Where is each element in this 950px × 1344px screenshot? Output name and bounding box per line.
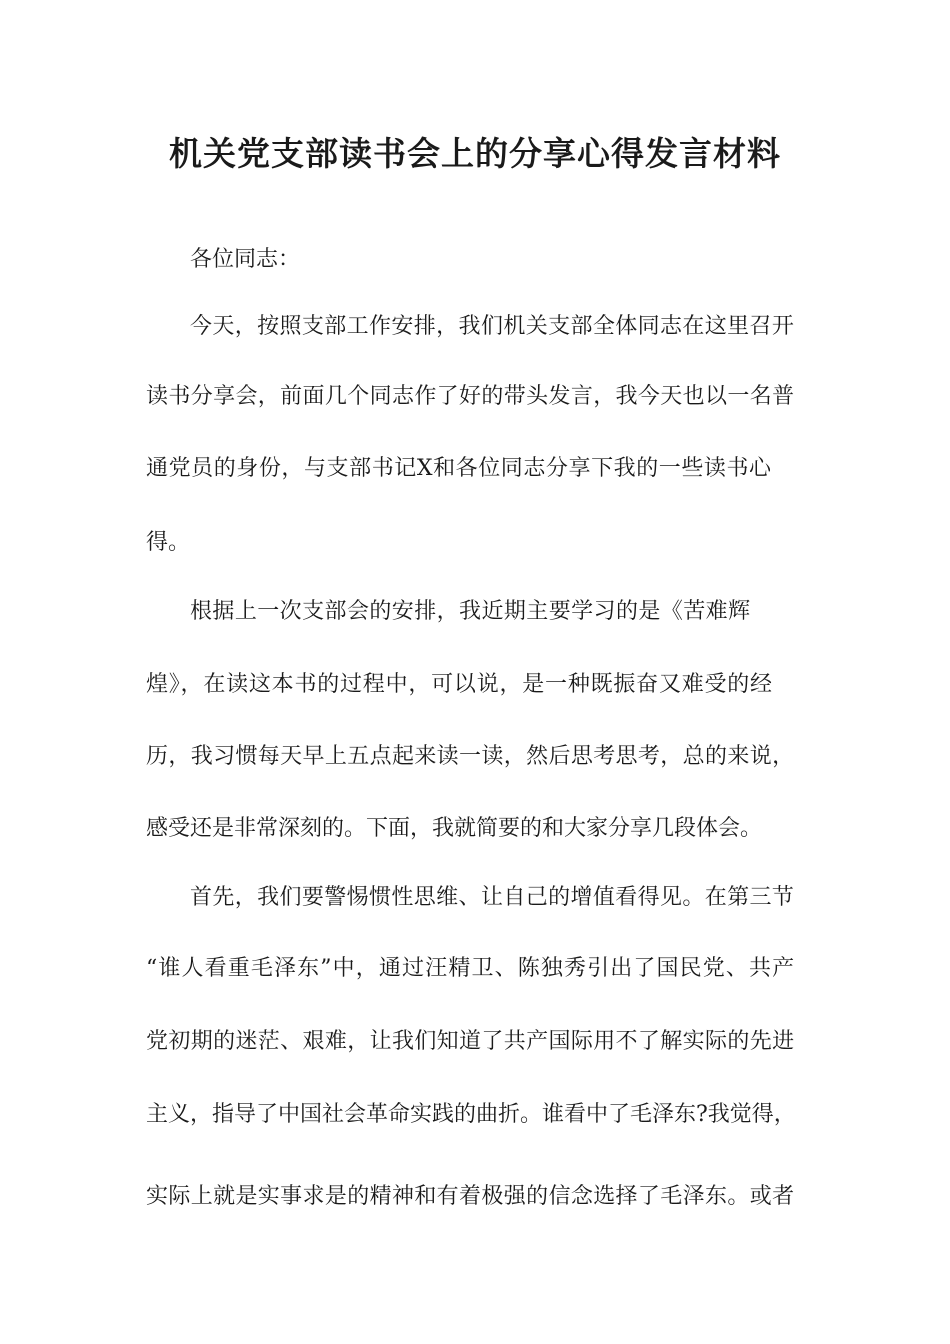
body-line: 得。 [146,530,191,555]
body-line: 实际上就是实事求是的精神和有着极强的信念选择了毛泽东。或者 [146,1184,795,1209]
document-title: 机关党支部读书会上的分享心得发言材料 [169,134,781,173]
body-line: 通党员的身份，与支部书记X和各位同志分享下我的一些读书心 [146,456,772,481]
body-line: 党初期的迷茫、艰难，让我们知道了共产国际用不了解实际的先进 [146,1029,795,1054]
body-line: 首先，我们要警惕惯性思维、让自己的增值看得见。在第三节 [190,885,795,910]
body-line: 今天，按照支部工作安排，我们机关支部全体同志在这里召开 [190,314,795,339]
body-line: 煌》，在读这本书的过程中，可以说，是一种既振奋又难受的经 [146,672,773,697]
body-line: 读书分享会，前面几个同志作了好的带头发言，我今天也以一名普 [146,384,795,409]
body-line: 历，我习惯每天早上五点起来读一读，然后思考思考，总的来说， [146,744,795,769]
body-line: 主义，指导了中国社会革命实践的曲折。谁看中了毛泽东?我觉得， [146,1102,796,1127]
salutation-line: 各位同志： [190,247,301,272]
body-line: “谁人看重毛泽东”中，通过汪精卫、陈独秀引出了国民党、共产 [146,956,796,981]
body-line: 感受还是非常深刻的。下面，我就简要的和大家分享几段体会。 [146,816,763,841]
body-line: 根据上一次支部会的安排，我近期主要学习的是《苦难辉 [190,599,751,624]
